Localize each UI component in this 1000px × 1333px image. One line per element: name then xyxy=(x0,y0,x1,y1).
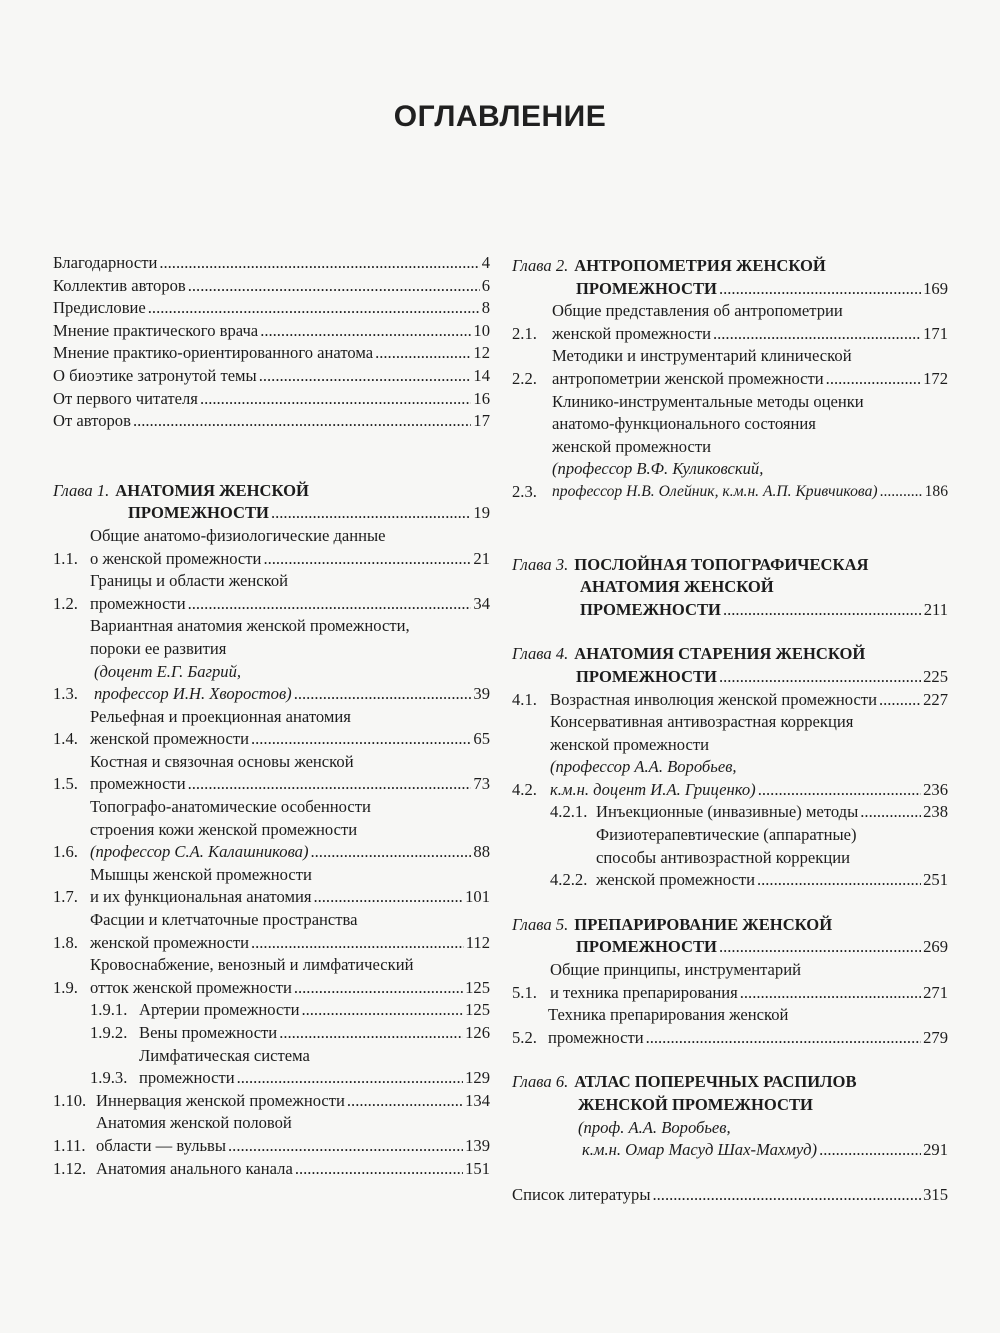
section-number: 1.9.1. xyxy=(90,1000,128,1020)
entry-text: женской промежности xyxy=(596,870,755,890)
entry-text: Вены промежности xyxy=(139,1023,278,1042)
entry-text: антропометрии женской промежности xyxy=(552,368,824,388)
entry-text: промежности xyxy=(139,1068,235,1088)
toc-entry[interactable] xyxy=(53,864,490,909)
entry-text: Артерии промежности xyxy=(139,1000,300,1020)
section-number: 1.5. xyxy=(53,774,78,794)
section-number: 1.10. xyxy=(53,1090,87,1110)
entry-text: промежности xyxy=(90,774,186,794)
toc-entry[interactable] xyxy=(53,751,490,796)
toc-entry[interactable] xyxy=(512,959,948,1004)
page-number: 21 xyxy=(473,548,490,568)
entry-text: профессор Н.В. Олейник, к.м.н. А.П. Кривчикова) xyxy=(552,482,878,500)
toc-entry[interactable] xyxy=(53,1045,490,1090)
dot-leader xyxy=(826,368,921,391)
toc-entry[interactable] xyxy=(53,954,490,999)
page-number: 6 xyxy=(481,275,490,295)
page-number: 186 xyxy=(924,482,948,500)
chapter-4-heading[interactable] xyxy=(512,643,948,666)
dot-leader xyxy=(279,1022,463,1045)
page-title: ОГЛАВЛЕНИЕ xyxy=(393,100,607,133)
dot-leader xyxy=(294,683,472,706)
entry-text: Лимфатическая система xyxy=(139,1045,310,1065)
entry-text: ПОСЛОЙНАЯ ТОПОГРАФИЧЕСКАЯ xyxy=(574,554,869,574)
chapter-3-heading-cont[interactable] xyxy=(512,576,948,621)
entry-text: ПРОМЕЖНОСТИ xyxy=(576,666,717,686)
entry-text: женской промежности xyxy=(552,323,711,343)
page-number: 8 xyxy=(481,298,490,318)
section-number: 1.9. xyxy=(53,977,78,997)
chapter-5-heading[interactable] xyxy=(512,914,948,937)
section-number: 5.2. xyxy=(512,1027,537,1047)
entry-text: АНАТОМИЯ ЖЕНСКОЙ xyxy=(115,480,309,500)
dot-leader xyxy=(758,779,921,802)
dot-leader xyxy=(311,841,472,864)
page-number: 125 xyxy=(465,977,490,997)
toc-entry[interactable] xyxy=(53,706,490,751)
entry-text: отток женской промежности xyxy=(90,977,292,997)
toc-left-column xyxy=(53,252,490,1180)
entry-text: и техника препарирования xyxy=(550,982,738,1002)
dot-leader xyxy=(259,365,472,388)
toc-entry[interactable] xyxy=(53,1158,490,1181)
page-number: 211 xyxy=(923,599,948,619)
dot-leader xyxy=(251,932,464,955)
page-number: 151 xyxy=(465,1158,490,1178)
section-number: 1.7. xyxy=(53,887,78,907)
entry-text: Коллектив авторов xyxy=(53,275,186,295)
section-number: Глава 4. xyxy=(512,644,569,664)
dot-leader xyxy=(757,869,921,892)
entry-text: ПРОМЕЖНОСТИ xyxy=(576,937,717,957)
page-number: 129 xyxy=(465,1068,490,1088)
entry-text: анатомо-функционального состояния xyxy=(552,414,816,434)
entry-text: ПРОМЕЖНОСТИ xyxy=(576,278,717,298)
entry-text: Мнение практического врача xyxy=(53,320,259,340)
page-number: 16 xyxy=(473,388,490,408)
dot-leader xyxy=(719,666,921,689)
entry-text: женской промежности xyxy=(90,729,249,749)
toc-entry[interactable] xyxy=(53,796,490,864)
toc-entry[interactable] xyxy=(512,824,948,892)
page-number: 65 xyxy=(473,729,490,749)
entry-text: Анатомия женской половой xyxy=(96,1113,292,1133)
toc-entry[interactable] xyxy=(512,1004,948,1049)
dot-leader xyxy=(860,801,921,824)
entry-text: От первого читателя xyxy=(53,388,198,408)
toc-entry[interactable] xyxy=(512,300,948,345)
toc-entry-references[interactable] xyxy=(512,1184,948,1207)
toc-entry[interactable] xyxy=(53,320,490,343)
entry-text: ПРОМЕЖНОСТИ xyxy=(128,503,269,523)
dot-leader xyxy=(228,1135,463,1158)
section-number: 1.9.3. xyxy=(90,1068,128,1088)
page-number: 73 xyxy=(473,774,490,794)
dot-leader xyxy=(375,342,471,365)
dot-leader xyxy=(347,1090,463,1113)
dot-leader xyxy=(188,275,480,298)
dot-leader xyxy=(719,278,921,301)
toc-entry[interactable] xyxy=(53,297,490,320)
entry-text: к.м.н. доцент И.А. Гриценко) xyxy=(550,779,756,799)
chapter-3-heading[interactable] xyxy=(512,554,948,577)
entry-text: Мышцы женской промежности xyxy=(90,864,312,884)
dot-leader xyxy=(294,977,463,1000)
dot-leader xyxy=(251,728,471,751)
page-number: 39 xyxy=(473,684,490,704)
entry-text: профессор И.Н. Хворостов) xyxy=(94,684,292,704)
page-number: 238 xyxy=(923,802,948,822)
toc-entry[interactable] xyxy=(53,525,490,570)
page-number: 14 xyxy=(473,365,490,385)
section-number: 1.12. xyxy=(53,1158,87,1178)
entry-text: Иннервация женской промежности xyxy=(96,1090,345,1110)
section-number: 1.8. xyxy=(53,932,78,952)
entry-text: ЖЕНСКОЙ ПРОМЕЖНОСТИ xyxy=(578,1095,813,1114)
entry-text: (доцент Е.Г. Багрий, xyxy=(94,661,242,681)
entry-text: способы антивозрастной коррекции xyxy=(596,847,850,867)
section-number: Глава 3. xyxy=(512,554,569,574)
chapter-2-heading[interactable] xyxy=(512,255,948,278)
entry-text: Физиотерапевтические (аппаратные) xyxy=(596,825,857,845)
toc-entry[interactable] xyxy=(53,615,490,705)
page-number: 291 xyxy=(923,1140,948,1160)
entry-text: Предисловие xyxy=(53,298,146,318)
toc-entry[interactable] xyxy=(53,342,490,365)
entry-text: О биоэтике затронутой темы xyxy=(53,365,257,385)
toc-entry[interactable] xyxy=(53,999,490,1022)
dot-leader xyxy=(133,410,471,433)
page-number: 34 xyxy=(473,593,490,613)
toc-entry[interactable] xyxy=(53,410,490,433)
page-number: 10 xyxy=(473,320,490,340)
section-number: 1.6. xyxy=(53,842,78,862)
page-number: 125 xyxy=(465,1000,490,1020)
page-number: 12 xyxy=(473,343,490,363)
toc-entry[interactable] xyxy=(53,909,490,954)
page-number: 227 xyxy=(923,689,948,709)
dot-leader xyxy=(740,982,921,1005)
entry-text: Анатомия анального канала xyxy=(96,1158,293,1178)
dot-leader xyxy=(188,773,472,796)
dot-leader xyxy=(301,999,463,1022)
page-number: 112 xyxy=(465,932,490,952)
dot-leader xyxy=(713,323,921,346)
entry-text: Возрастная инволюция женской промежности xyxy=(550,689,877,709)
toc-entry[interactable] xyxy=(512,391,948,504)
toc-entry[interactable] xyxy=(53,365,490,388)
entry-text: Клинико-инструментальные методы оценки xyxy=(552,391,864,411)
entry-text: ПРЕПАРИРОВАНИЕ ЖЕНСКОЙ xyxy=(574,914,833,934)
chapter-5-heading-cont[interactable] xyxy=(512,936,948,959)
entry-text: Границы и области женской xyxy=(90,571,289,591)
toc-entry[interactable] xyxy=(53,388,490,411)
entry-text: и их функциональная анатомия xyxy=(90,887,312,907)
entry-text: АНТРОПОМЕТРИЯ ЖЕНСКОЙ xyxy=(574,256,826,275)
entry-text: Список литературы xyxy=(512,1184,651,1204)
entry-text: Благодарности xyxy=(53,253,158,272)
entry-text: области — вульвы xyxy=(96,1135,227,1155)
page-number: 315 xyxy=(923,1184,948,1204)
chapter-6-heading-cont[interactable] xyxy=(512,1094,948,1162)
entry-text: (профессор В.Ф. Куликовский, xyxy=(552,459,764,479)
entry-text: Фасции и клетчаточные пространства xyxy=(90,910,358,930)
dot-leader xyxy=(148,297,480,320)
section-number: 1.11. xyxy=(53,1135,86,1155)
dot-leader xyxy=(653,1184,922,1207)
section-number: Глава 6. xyxy=(512,1072,569,1092)
entry-text: Общие принципы, инструментарий xyxy=(550,960,801,980)
entry-text: Мнение практико-ориентированного анатома xyxy=(53,343,374,363)
section-number: 2.1. xyxy=(512,323,537,343)
section-number: Глава 2. xyxy=(512,256,569,275)
entry-text: (проф. А.А. Воробьев, xyxy=(578,1117,731,1137)
entry-text: Рельефная и проекционная анатомия xyxy=(90,706,351,726)
entry-text: Кровоснабжение, венозный и лимфатический xyxy=(90,955,414,975)
entry-text: Вариантная анатомия женской промежности, xyxy=(90,616,410,636)
entry-text: От авторов xyxy=(53,411,131,431)
toc-entry[interactable] xyxy=(512,689,948,712)
entry-text: Консервативная антивозрастная коррекция xyxy=(550,712,854,732)
toc-entry[interactable] xyxy=(53,570,490,615)
page-number: 134 xyxy=(465,1090,490,1110)
dot-leader xyxy=(263,548,471,571)
dot-leader xyxy=(723,599,922,622)
page-number: 169 xyxy=(923,278,948,298)
page-number: 126 xyxy=(465,1023,490,1042)
page-number: 101 xyxy=(465,887,490,907)
toc-entry[interactable] xyxy=(53,1112,490,1157)
page-number: 225 xyxy=(923,666,948,686)
entry-text: АТЛАС ПОПЕРЕЧНЫХ РАСПИЛОВ xyxy=(574,1072,857,1092)
page-number: 172 xyxy=(923,368,948,388)
entry-text: АНАТОМИЯ ЖЕНСКОЙ xyxy=(580,577,774,597)
chapter-4-heading-cont[interactable] xyxy=(512,666,948,689)
chapter-2-heading-cont[interactable] xyxy=(512,278,948,301)
entry-text: Топографо-анатомические особенности xyxy=(90,797,371,817)
entry-text: Инъекционные (инвазивные) методы xyxy=(596,802,859,822)
page-number: 139 xyxy=(465,1135,490,1155)
entry-text: АНАТОМИЯ СТАРЕНИЯ ЖЕНСКОЙ xyxy=(574,644,866,664)
entry-text: Методики и инструментарий клинической xyxy=(552,346,852,366)
page-number: 17 xyxy=(473,411,490,431)
dot-leader xyxy=(819,1139,921,1162)
toc-right-column xyxy=(512,252,948,1206)
chapter-label: Глава 1. xyxy=(53,480,110,500)
section-number: 4.2.2. xyxy=(550,870,588,890)
chapter-1-heading[interactable] xyxy=(53,480,490,503)
entry-text: женской промежности xyxy=(552,436,711,456)
dot-leader xyxy=(295,1158,463,1181)
entry-text: о женской промежности xyxy=(90,548,262,568)
toc-entry[interactable] xyxy=(53,252,490,275)
entry-text: ПРОМЕЖНОСТИ xyxy=(580,599,721,619)
entry-text: Техника препарирования женской xyxy=(548,1005,789,1025)
toc-entry[interactable] xyxy=(53,275,490,298)
dot-leader xyxy=(159,252,479,275)
dot-leader xyxy=(271,502,471,525)
dot-leader xyxy=(880,481,923,504)
section-number: 2.2. xyxy=(512,368,537,388)
dot-leader xyxy=(237,1067,464,1090)
toc-entry[interactable] xyxy=(512,801,948,824)
chapter-1-heading-cont[interactable] xyxy=(53,502,490,525)
dot-leader xyxy=(188,593,472,616)
toc-entry[interactable] xyxy=(53,1022,490,1045)
toc-entry[interactable] xyxy=(512,711,948,801)
entry-text: промежности xyxy=(548,1027,644,1047)
section-number: 1.9.2. xyxy=(90,1023,128,1042)
page-number: 88 xyxy=(473,842,490,862)
page-number: 251 xyxy=(923,870,948,890)
entry-text: женской промежности xyxy=(90,932,249,952)
entry-text: Общие представления об антропометрии xyxy=(552,301,843,321)
dot-leader xyxy=(879,689,921,712)
section-number: 5.1. xyxy=(512,982,537,1002)
section-number: 1.1. xyxy=(53,548,78,568)
dot-leader xyxy=(313,886,463,909)
section-number: 4.2.1. xyxy=(550,802,588,822)
entry-text: строения кожи женской промежности xyxy=(90,819,358,839)
section-number: 2.3. xyxy=(512,481,537,501)
dot-leader xyxy=(719,936,921,959)
page-number: 236 xyxy=(923,779,948,799)
entry-text: к.м.н. Омар Масуд Шах-Махмуд) xyxy=(582,1140,818,1160)
entry-text: (профессор А.А. Воробьев, xyxy=(550,757,737,777)
page-number: 269 xyxy=(923,937,948,957)
page-number: 171 xyxy=(923,323,948,343)
dot-leader xyxy=(260,320,471,343)
section-number: 1.2. xyxy=(53,593,78,613)
entry-text: пороки ее развития xyxy=(90,638,227,658)
entry-text: Общие анатомо-физиологические данные xyxy=(90,525,386,545)
dot-leader xyxy=(200,388,471,411)
page-number: 19 xyxy=(473,503,490,523)
entry-text: Костная и связочная основы женской xyxy=(90,751,354,771)
section-number: 4.1. xyxy=(512,689,537,709)
toc-entry[interactable] xyxy=(512,345,948,390)
dot-leader xyxy=(646,1027,922,1050)
page-number: 279 xyxy=(923,1027,948,1047)
page-number: 4 xyxy=(481,253,490,272)
toc-entry[interactable] xyxy=(53,1090,490,1113)
section-number: 1.4. xyxy=(53,729,78,749)
entry-text: (профессор С.А. Калашникова) xyxy=(90,842,309,862)
section-number: 1.3. xyxy=(53,684,78,704)
entry-text: промежности xyxy=(90,593,186,613)
section-number: Глава 5. xyxy=(512,914,569,934)
page-number: 271 xyxy=(923,982,948,1002)
chapter-6-heading[interactable] xyxy=(512,1071,948,1094)
entry-text: женской промежности xyxy=(550,734,709,754)
section-number: 4.2. xyxy=(512,779,537,799)
